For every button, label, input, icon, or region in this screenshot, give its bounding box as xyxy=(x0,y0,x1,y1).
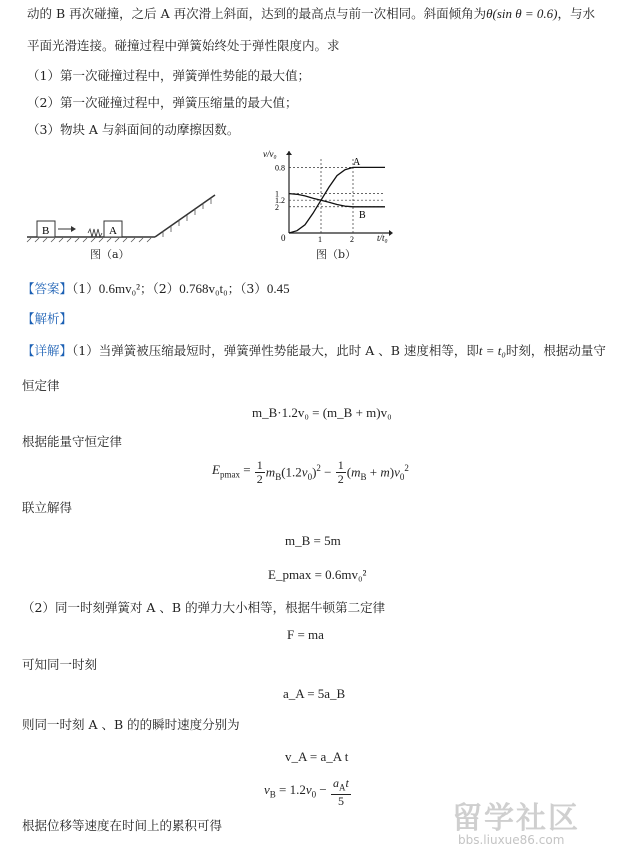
y-tick-label: 0.8 xyxy=(275,163,285,173)
problem-line-1: 动的 B 再次碰撞，之后 A 再次滑上斜面，达到的最高点与前一次相同。斜面倾角为θ(sin θ = 0.6)，与水 xyxy=(27,6,595,21)
equation-vb: $v_B = 1.2v_0$ − $\frac{a_At}{5}$ xyxy=(264,776,349,809)
detail-paragraph-4: （2）同一时刻弹簧对 A 、B 的弹力大小相等，根据牛顿第二定律 xyxy=(22,600,386,615)
analysis-tag: 【解析】 xyxy=(22,311,73,326)
angle-condition: θ(sin θ = 0.6) xyxy=(486,6,558,21)
y-axis-label: v/v₀ xyxy=(263,149,277,159)
x-tick-label: 2 xyxy=(350,235,354,244)
question-1: （1）第一次碰撞过程中，弹簧弹性势能的最大值； xyxy=(27,68,310,83)
detail-paragraph-2: 根据能量守恒定律 xyxy=(22,434,123,449)
detail-paragraph-6: 则同一时刻 A 、B 的的瞬时速度分别为 xyxy=(22,717,240,732)
detail-tag: 【详解】 xyxy=(22,343,73,358)
equation-epmax: E_pmax = 0.6mv₀² xyxy=(268,567,367,582)
detail-paragraph-7: 根据位移等速度在时间上的累积可得 xyxy=(22,818,223,833)
figure-a-caption: 图（a） xyxy=(90,248,130,261)
spring xyxy=(88,229,102,237)
answer-line: 【答案】（1）0.6mv₀²；（2）0.768v₀t₀；（3）0.45 xyxy=(22,281,290,296)
detail-paragraph-1-cont: 恒定律 xyxy=(22,378,60,393)
problem-line-2: 平面光滑连接。碰撞过程中弹簧始终处于弹性限度内。求 xyxy=(27,38,340,53)
y-tick-label: 1 xyxy=(275,189,279,199)
figure-b-caption: 图（b） xyxy=(316,248,357,261)
series-a-label: A xyxy=(353,157,361,168)
origin-label: 0 xyxy=(281,233,286,243)
x-axis-arrow xyxy=(389,230,393,236)
equation-momentum: m_B·1.2v₀ = (m_B + m)v₀ xyxy=(252,405,392,420)
answer-3: 0.45 xyxy=(266,281,290,296)
answer-tag: 【答案】 xyxy=(22,281,73,296)
answer-1: 0.6mv₀² xyxy=(98,281,141,296)
equation-energy: $E_{pmax}$ = $\frac{1}{2}$ $m_B(1.2v_0)^2$ − $\frac{1}{2}$ $(m_B + m)v_0^2$ xyxy=(212,458,409,486)
y-tick-label: 2 xyxy=(275,202,279,212)
equation-newton: F = ma xyxy=(287,627,324,642)
detail-paragraph-1: 【详解】（1）当弹簧被压缩最短时，弹簧弹性势能最大，此时 A 、B 速度相等，即t = t₀时刻，根据动量守 xyxy=(22,343,606,358)
y-tick-label: 1.2 xyxy=(275,196,285,206)
detail-paragraph-3: 联立解得 xyxy=(22,500,73,515)
question-2: （2）第一次碰撞过程中，弹簧压缩量的最大值； xyxy=(27,95,298,110)
y-axis-arrow xyxy=(286,151,292,155)
x-axis-label: t/t₀ xyxy=(377,233,388,243)
series-b-label: B xyxy=(359,210,366,221)
question-3: （3）物块 A 与斜面间的动摩擦因数。 xyxy=(27,122,240,137)
block-b-label: B xyxy=(42,225,50,237)
watermark-url: bbs.liuxue86.com xyxy=(458,833,565,847)
equation-acceleration: a_A = 5a_B xyxy=(283,686,346,701)
x-tick-label: 1 xyxy=(318,235,322,244)
equation-mass: m_B = 5m xyxy=(285,533,341,548)
answer-2: 0.768v₀t₀ xyxy=(179,281,228,296)
block-a-label: A xyxy=(109,225,117,237)
detail-paragraph-5: 可知同一时刻 xyxy=(22,657,98,672)
equation-va: v_A = a_A t xyxy=(285,749,349,764)
watermark-logo: 留学社区 xyxy=(452,801,580,836)
